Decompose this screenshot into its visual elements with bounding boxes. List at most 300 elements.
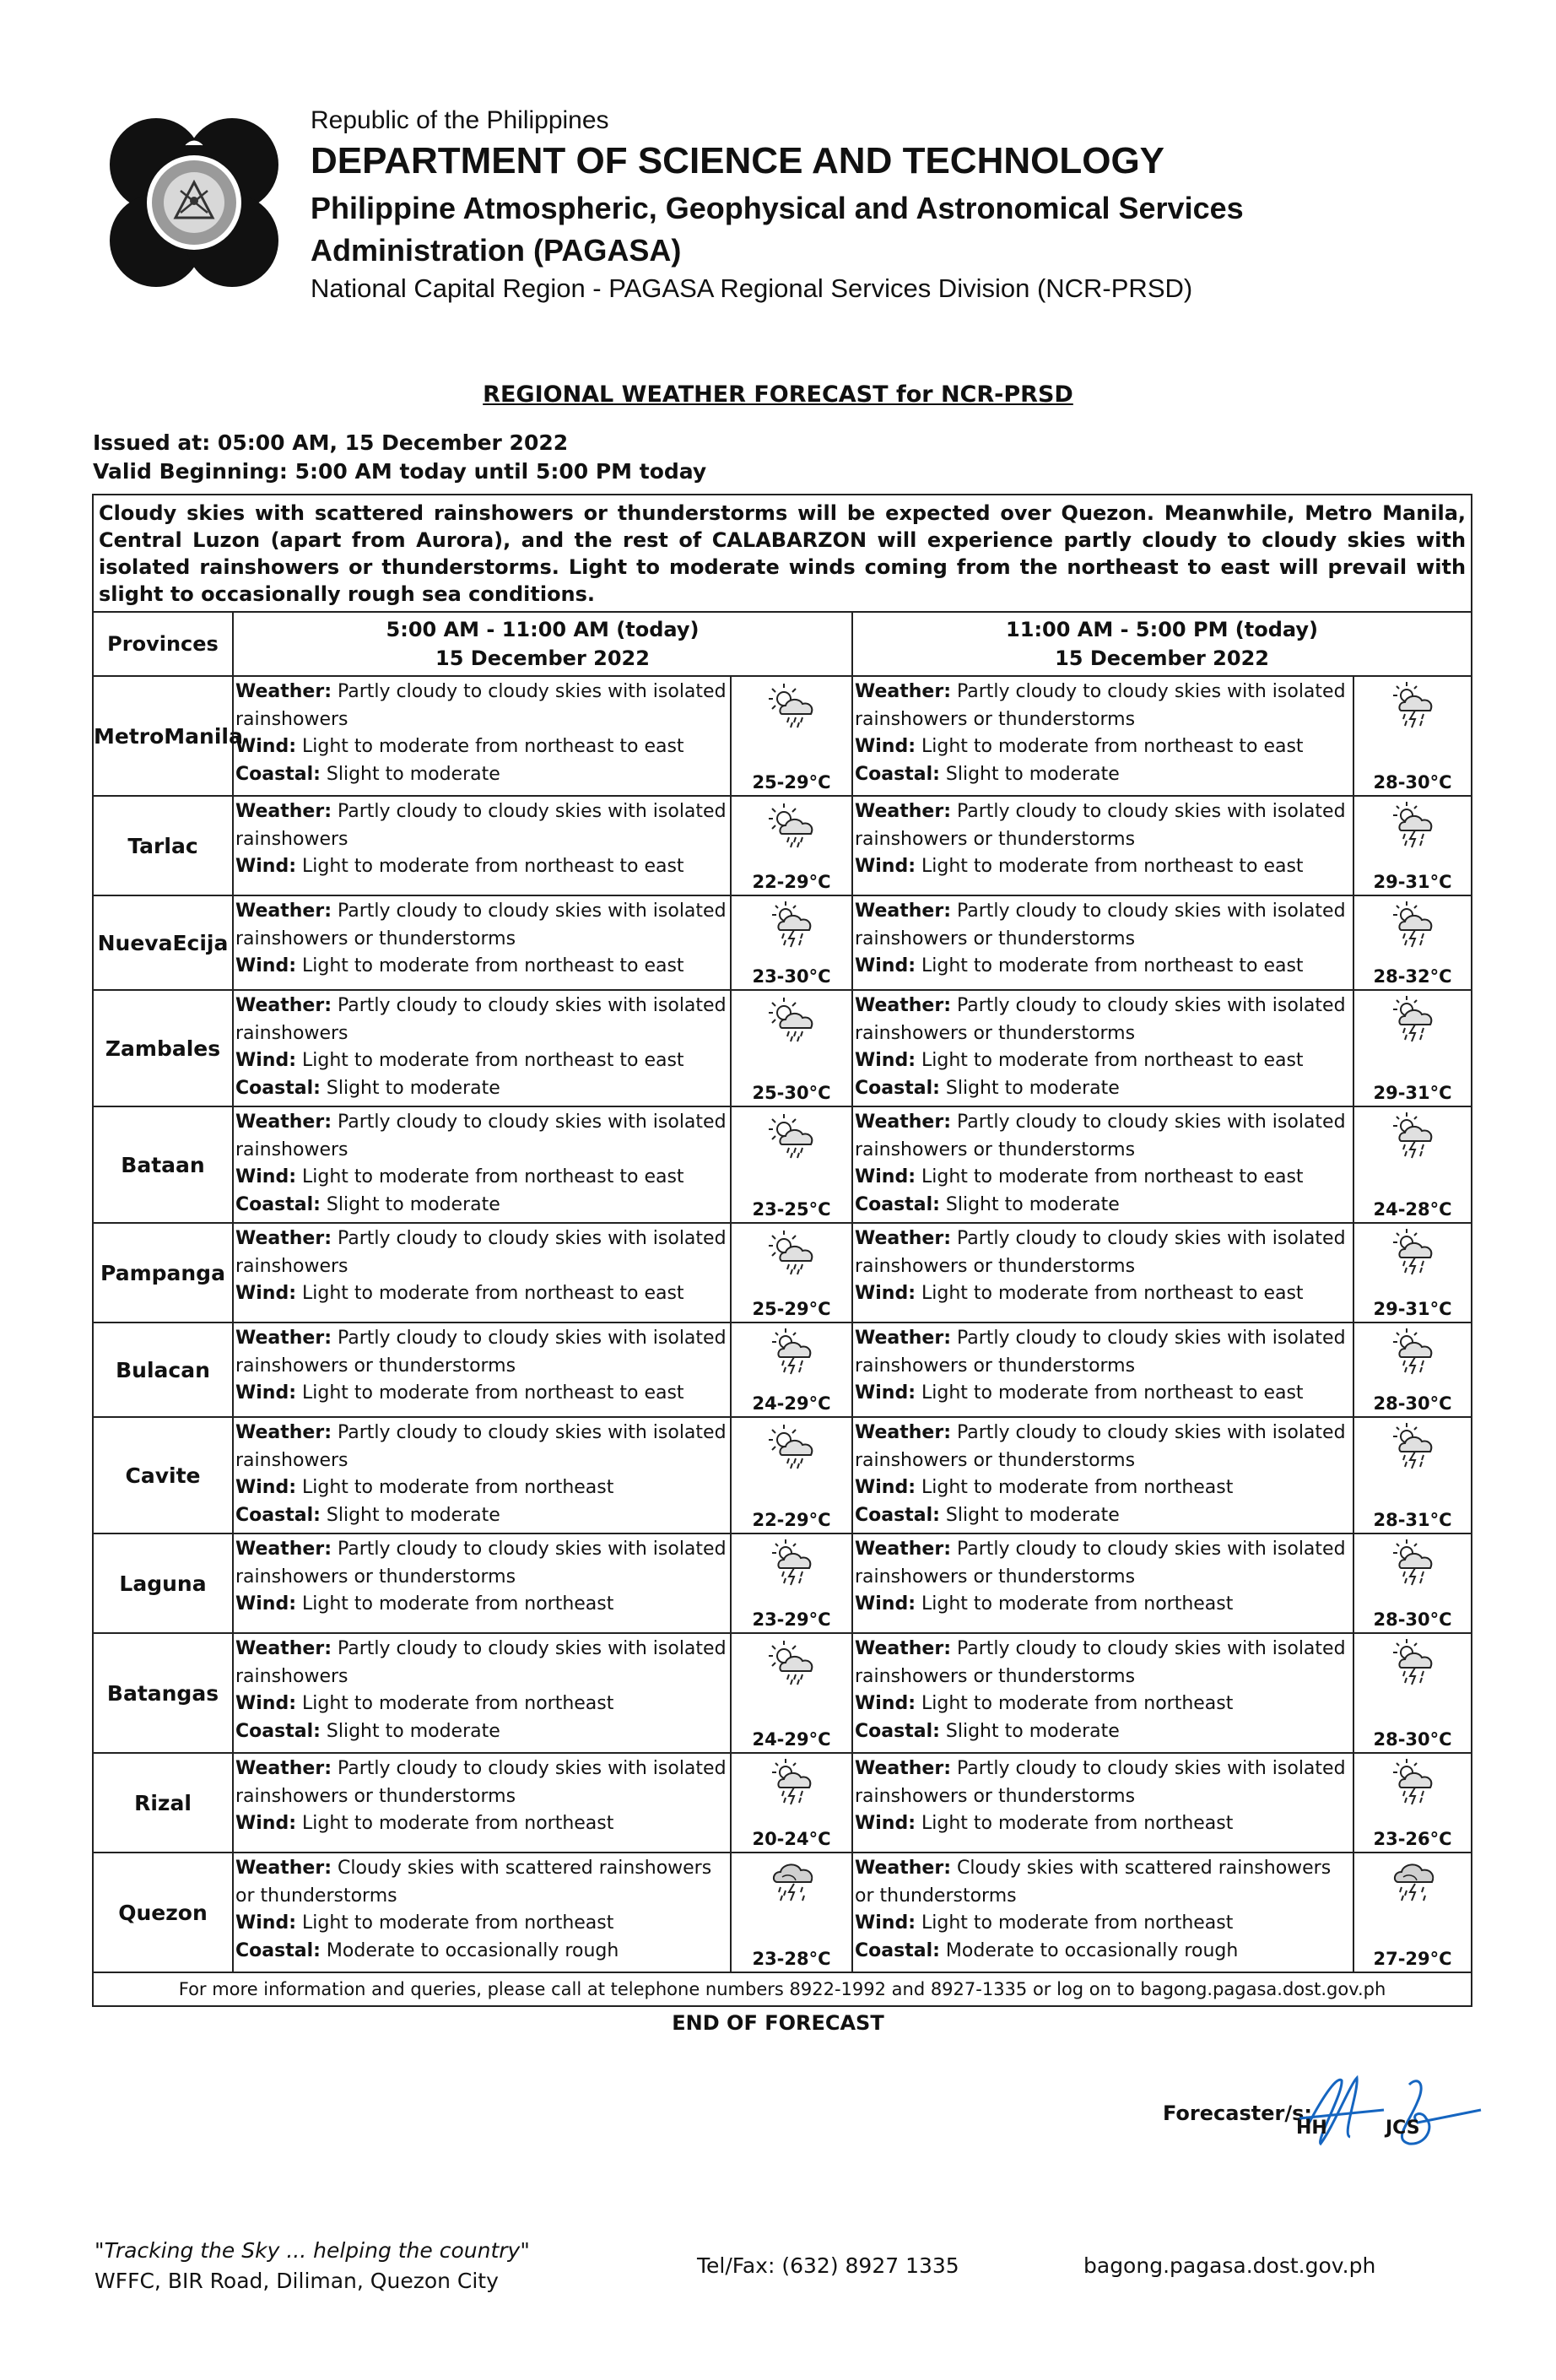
wind-text: Light to moderate from northeast	[302, 1693, 614, 1714]
wind-label: Wind:	[855, 1912, 916, 1934]
weather-line	[235, 993, 728, 1047]
coastal-label: Coastal:	[235, 763, 321, 785]
wind-line	[235, 1690, 728, 1718]
temperature-range: 29-31°C	[1373, 872, 1452, 892]
weather-line	[235, 1855, 728, 1910]
period1-icon-cell	[731, 1533, 852, 1633]
temperature-range: 28-30°C	[1373, 1729, 1452, 1750]
partly-cloudy-thunderstorm-icon	[1386, 680, 1439, 729]
wind-label: Wind:	[855, 1050, 916, 1071]
weather-line	[235, 1536, 728, 1591]
wind-line	[855, 1910, 1351, 1938]
coastal-label: Coastal:	[855, 1077, 940, 1099]
wind-text: Light to moderate from northeast	[921, 1477, 1234, 1498]
coastal-line	[235, 1718, 728, 1746]
table-row	[93, 1323, 1472, 1417]
partly-cloudy-rain-icon	[765, 994, 818, 1043]
period1-desc	[233, 676, 731, 796]
wind-line	[855, 1810, 1351, 1838]
temperature-range: 24-28°C	[1373, 1199, 1452, 1220]
wind-text: Light to moderate from northeast to east	[302, 1283, 684, 1304]
period1-desc	[233, 1106, 731, 1223]
weather-label: Weather:	[235, 1228, 332, 1249]
table-row	[93, 1106, 1472, 1223]
weather-label: Weather:	[235, 901, 332, 922]
partly-cloudy-thunderstorm-icon	[1386, 1421, 1439, 1470]
wind-label: Wind:	[855, 1593, 916, 1615]
agency-name-line2: Administration (PAGASA)	[311, 233, 682, 268]
province-name: Zambales	[93, 990, 233, 1106]
period1-desc	[233, 1533, 731, 1633]
period1-icon-cell	[731, 895, 852, 990]
province-name: Quezon	[93, 1853, 233, 1972]
weather-text: Cloudy skies with scattered rainshowers or thunderstorms	[235, 1858, 712, 1907]
partly-cloudy-thunderstorm-icon	[1386, 1111, 1439, 1160]
weather-text: Partly cloudy to cloudy skies with isolated rainshowers or thunderstorms	[235, 901, 727, 949]
forecast-table	[92, 494, 1472, 2007]
period1-icon-cell	[731, 1633, 852, 1753]
period2-icon-cell	[1353, 895, 1472, 990]
coastal-line	[235, 1192, 728, 1220]
provinces-header: Provinces	[93, 612, 233, 676]
partly-cloudy-rain-icon	[765, 800, 818, 849]
period2-desc	[852, 1323, 1353, 1417]
temperature-range: 22-29°C	[752, 872, 831, 892]
weather-text: Partly cloudy to cloudy skies with isolated rainshowers or thunderstorms	[235, 1758, 727, 1807]
summary-row	[93, 495, 1472, 612]
period2-time: 11:00 AM - 5:00 PM (today)	[1006, 618, 1318, 641]
temperature-range: 28-30°C	[1373, 1609, 1452, 1630]
province-name: Tarlac	[93, 796, 233, 895]
coastal-label: Coastal:	[855, 763, 940, 785]
period2-icon-cell	[1353, 990, 1472, 1106]
weather-text: Partly cloudy to cloudy skies with isolated rainshowers or thunderstorms	[855, 801, 1346, 850]
weather-line	[235, 798, 728, 853]
wind-label: Wind:	[235, 1382, 297, 1404]
partly-cloudy-thunderstorm-icon	[1386, 994, 1439, 1043]
temperature-range: 28-31°C	[1373, 1510, 1452, 1530]
weather-label: Weather:	[855, 1758, 951, 1779]
forecaster-initials-hh: HH	[1296, 2118, 1327, 2139]
weather-text: Partly cloudy to cloudy skies with isolated rainshowers or thunderstorms	[855, 1539, 1346, 1588]
wind-line	[855, 1474, 1351, 1502]
weather-text: Partly cloudy to cloudy skies with isolated rainshowers or thunderstorms	[235, 1539, 727, 1588]
wind-text: Light to moderate from northeast	[302, 1813, 614, 1834]
wind-text: Light to moderate from northeast	[921, 1813, 1234, 1834]
weather-label: Weather:	[855, 1422, 951, 1443]
weather-label: Weather:	[855, 1638, 951, 1659]
forecaster-signatures	[1291, 2059, 1485, 2161]
period2-desc	[852, 676, 1353, 796]
wind-text: Light to moderate from northeast to east	[921, 1166, 1304, 1187]
wind-text: Light to moderate from northeast to east	[921, 736, 1304, 757]
period2-desc	[852, 1753, 1353, 1853]
coastal-text: Slight to moderate	[945, 763, 1120, 785]
wind-line	[235, 1474, 728, 1502]
weather-label: Weather:	[855, 995, 951, 1016]
column-header-row	[93, 612, 1472, 676]
wind-line	[855, 1047, 1351, 1075]
wind-label: Wind:	[235, 955, 297, 976]
coastal-line	[855, 1502, 1351, 1530]
coastal-text: Moderate to occasionally rough	[945, 1939, 1239, 1961]
wind-line	[235, 1591, 728, 1619]
temperature-range: 25-29°C	[752, 1299, 831, 1319]
wind-label: Wind:	[855, 1382, 916, 1404]
weather-line	[855, 798, 1351, 853]
division-heading: National Capital Region - PAGASA Regional Services Division (NCR-PRSD)	[311, 273, 1193, 303]
weather-text: Partly cloudy to cloudy skies with isolated rainshowers	[235, 1228, 727, 1277]
temperature-range: 24-29°C	[752, 1393, 831, 1414]
wind-label: Wind:	[235, 1912, 297, 1934]
coastal-text: Slight to moderate	[326, 1193, 500, 1215]
province-name: Cavite	[93, 1417, 233, 1533]
period2-icon-cell	[1353, 1853, 1472, 1972]
temperature-range: 28-30°C	[1373, 1393, 1452, 1414]
period2-icon-cell	[1353, 1753, 1472, 1853]
cloudy-thunderstorm-icon	[765, 1857, 818, 1906]
wind-label: Wind:	[235, 1693, 297, 1714]
weather-line	[855, 1755, 1351, 1810]
period1-date: 15 December 2022	[435, 646, 650, 670]
period2-icon-cell	[1353, 1533, 1472, 1633]
wind-text: Light to moderate from northeast	[921, 1593, 1234, 1615]
period2-desc	[852, 895, 1353, 990]
coastal-line	[855, 761, 1351, 789]
coastal-line	[855, 1075, 1351, 1103]
forecast-summary: Cloudy skies with scattered rainshowers or thunderstorms will be expected over Quezon. Meanwhile, Metro Manila, Central Luzon (apart from Aurora), and the rest of CALABARZON will experience partly cloudy to cloudy skies with isolated rainshowers or thunderstorms. Light to moderate winds coming from the northeast to east will prevail with slight to occasionally rough sea conditions.	[93, 495, 1472, 612]
weather-line	[235, 1636, 728, 1690]
wind-text: Light to moderate from northeast to east	[302, 1166, 684, 1187]
weather-label: Weather:	[855, 801, 951, 822]
period2-desc	[852, 1417, 1353, 1533]
wind-line	[235, 1380, 728, 1408]
period2-icon-cell	[1353, 1323, 1472, 1417]
wind-line	[855, 1164, 1351, 1192]
period1-desc	[233, 1633, 731, 1753]
coastal-text: Slight to moderate	[326, 763, 500, 785]
weather-text: Partly cloudy to cloudy skies with isolated rainshowers or thunderstorms	[855, 901, 1346, 949]
period2-icon-cell	[1353, 796, 1472, 895]
partly-cloudy-thunderstorm-icon	[1386, 1538, 1439, 1587]
weather-text: Partly cloudy to cloudy skies with isolated rainshowers or thunderstorms	[855, 1112, 1346, 1160]
period2-icon-cell	[1353, 1633, 1472, 1753]
table-footer-row	[93, 1972, 1472, 2006]
agency-name-line1: Philippine Atmospheric, Geophysical and Astronomical Services	[311, 191, 1244, 225]
wind-text: Light to moderate from northeast	[921, 1912, 1234, 1934]
weather-label: Weather:	[855, 1112, 951, 1133]
province-name: Bataan	[93, 1106, 233, 1223]
partly-cloudy-rain-icon	[765, 1227, 818, 1276]
period1-icon-cell	[731, 1853, 852, 1972]
weather-line	[235, 898, 728, 953]
coastal-label: Coastal:	[855, 1720, 940, 1742]
partly-cloudy-rain-icon	[765, 1637, 818, 1686]
weather-line	[235, 679, 728, 733]
temperature-range: 23-28°C	[752, 1949, 831, 1969]
period1-icon-cell	[731, 1223, 852, 1323]
coastal-line	[235, 1938, 728, 1966]
wind-label: Wind:	[235, 736, 297, 757]
period1-time: 5:00 AM - 11:00 AM (today)	[386, 618, 700, 641]
temperature-range: 28-32°C	[1373, 966, 1452, 987]
province-name: Bulacan	[93, 1323, 233, 1417]
temperature-range: 29-31°C	[1373, 1299, 1452, 1319]
partly-cloudy-rain-icon	[765, 1421, 818, 1470]
wind-label: Wind:	[855, 1477, 916, 1498]
period1-icon-cell	[731, 1753, 852, 1853]
wind-line	[235, 1164, 728, 1192]
table-row	[93, 796, 1472, 895]
period2-desc	[852, 1853, 1353, 1972]
wind-line	[855, 1591, 1351, 1619]
partly-cloudy-thunderstorm-icon	[1386, 1327, 1439, 1376]
period1-icon-cell	[731, 990, 852, 1106]
period2-desc	[852, 990, 1353, 1106]
period1-icon-cell	[731, 1323, 852, 1417]
coastal-label: Coastal:	[235, 1504, 321, 1526]
partly-cloudy-thunderstorm-icon	[1386, 900, 1439, 949]
coastal-line	[855, 1718, 1351, 1746]
table-row	[93, 1533, 1472, 1633]
weather-label: Weather:	[855, 681, 951, 702]
temperature-range: 23-25°C	[752, 1199, 831, 1220]
partly-cloudy-thunderstorm-icon	[765, 1538, 818, 1587]
table-row	[93, 1417, 1472, 1533]
partly-cloudy-thunderstorm-icon	[1386, 800, 1439, 849]
table-row	[93, 1853, 1472, 1972]
wind-text: Light to moderate from northeast	[921, 1693, 1234, 1714]
weather-text: Partly cloudy to cloudy skies with isolated rainshowers or thunderstorms	[855, 1422, 1346, 1471]
period1-icon-cell	[731, 1106, 852, 1223]
temperature-range: 27-29°C	[1373, 1949, 1452, 1969]
wind-label: Wind:	[855, 1283, 916, 1304]
partly-cloudy-thunderstorm-icon	[765, 1327, 818, 1376]
period2-header	[852, 612, 1472, 676]
weather-text: Partly cloudy to cloudy skies with isolated rainshowers	[235, 995, 727, 1044]
period1-icon-cell	[731, 1417, 852, 1533]
wind-line	[235, 953, 728, 981]
coastal-label: Coastal:	[235, 1939, 321, 1961]
coastal-label: Coastal:	[855, 1193, 940, 1215]
issued-at: Issued at: 05:00 AM, 15 December 2022	[93, 430, 569, 455]
weather-text: Partly cloudy to cloudy skies with isolated rainshowers or thunderstorms	[855, 995, 1346, 1044]
weather-line	[855, 679, 1351, 733]
province-name: Pampanga	[93, 1223, 233, 1323]
wind-line	[235, 1810, 728, 1838]
coastal-text: Slight to moderate	[326, 1077, 500, 1099]
coastal-label: Coastal:	[855, 1504, 940, 1526]
wind-text: Light to moderate from northeast	[302, 1593, 614, 1615]
coastal-text: Slight to moderate	[945, 1077, 1120, 1099]
weather-label: Weather:	[235, 1758, 332, 1779]
weather-label: Weather:	[235, 801, 332, 822]
table-footer-note: For more information and queries, please call at telephone numbers 8922-1992 and 8927-1335 or log on to bagong.pagasa.dost.gov.ph	[93, 1972, 1472, 2006]
coastal-label: Coastal:	[235, 1077, 321, 1099]
weather-line	[855, 1325, 1351, 1380]
coastal-label: Coastal:	[855, 1939, 940, 1961]
period2-icon-cell	[1353, 676, 1472, 796]
wind-line	[855, 733, 1351, 761]
temperature-range: 23-30°C	[752, 966, 831, 987]
wind-text: Light to moderate from northeast to east	[302, 856, 684, 877]
coastal-label: Coastal:	[235, 1720, 321, 1742]
province-name: NuevaEcija	[93, 895, 233, 990]
province-name: MetroManila	[93, 676, 233, 796]
period2-desc	[852, 1106, 1353, 1223]
wind-text: Light to moderate from northeast	[302, 1912, 614, 1934]
period2-date: 15 December 2022	[1055, 646, 1269, 670]
weather-text: Partly cloudy to cloudy skies with isolated rainshowers or thunderstorms	[855, 1758, 1346, 1807]
weather-text: Partly cloudy to cloudy skies with isolated rainshowers	[235, 681, 727, 730]
table-row	[93, 1753, 1472, 1853]
wind-line	[235, 1280, 728, 1308]
wind-label: Wind:	[235, 856, 297, 877]
wind-label: Wind:	[855, 1166, 916, 1187]
forecaster-label: Forecaster/s:	[1163, 2101, 1312, 2125]
valid-period: Valid Beginning: 5:00 AM today until 5:00 PM today	[93, 459, 707, 484]
temperature-range: 22-29°C	[752, 1510, 831, 1530]
weather-label: Weather:	[855, 1858, 951, 1879]
wind-line	[235, 733, 728, 761]
coastal-text: Slight to moderate	[326, 1720, 500, 1742]
weather-label: Weather:	[235, 1539, 332, 1560]
period2-icon-cell	[1353, 1106, 1472, 1223]
wind-label: Wind:	[235, 1593, 297, 1615]
weather-label: Weather:	[855, 1228, 951, 1249]
table-row	[93, 895, 1472, 990]
footer-address: WFFC, BIR Road, Diliman, Quezon City	[95, 2269, 499, 2293]
wind-text: Light to moderate from northeast to east	[302, 736, 684, 757]
weather-line	[855, 1420, 1351, 1474]
forecaster-initials-jcs: JCS	[1386, 2118, 1420, 2139]
weather-label: Weather:	[235, 1112, 332, 1133]
wind-label: Wind:	[855, 955, 916, 976]
weather-line	[855, 1225, 1351, 1280]
coastal-line	[235, 761, 728, 789]
weather-text: Partly cloudy to cloudy skies with isolated rainshowers or thunderstorms	[855, 1228, 1346, 1277]
wind-line	[855, 953, 1351, 981]
department-heading: DEPARTMENT OF SCIENCE AND TECHNOLOGY	[311, 140, 1165, 181]
wind-line	[235, 853, 728, 881]
cloudy-thunderstorm-icon	[1386, 1857, 1439, 1906]
pagasa-logo	[110, 118, 278, 287]
wind-line	[855, 853, 1351, 881]
wind-line	[855, 1280, 1351, 1308]
weather-line	[235, 1225, 728, 1280]
weather-text: Cloudy skies with scattered rainshowers or thunderstorms	[855, 1858, 1332, 1907]
wind-label: Wind:	[235, 1813, 297, 1834]
republic-heading: Republic of the Philippines	[311, 106, 609, 134]
footer-website: bagong.pagasa.dost.gov.ph	[1083, 2253, 1376, 2278]
partly-cloudy-rain-icon	[765, 680, 818, 729]
wind-text: Light to moderate from northeast to east	[921, 1382, 1304, 1404]
coastal-label: Coastal:	[235, 1193, 321, 1215]
partly-cloudy-thunderstorm-icon	[1386, 1757, 1439, 1806]
period1-desc	[233, 1753, 731, 1853]
table-row	[93, 1223, 1472, 1323]
period1-desc	[233, 895, 731, 990]
period2-icon-cell	[1353, 1223, 1472, 1323]
period1-desc	[233, 1853, 731, 1972]
period1-desc	[233, 1323, 731, 1417]
partly-cloudy-thunderstorm-icon	[765, 1757, 818, 1806]
wind-text: Light to moderate from northeast to east	[921, 955, 1304, 976]
period1-header	[233, 612, 852, 676]
coastal-line	[855, 1938, 1351, 1966]
weather-line	[235, 1420, 728, 1474]
weather-line	[235, 1325, 728, 1380]
partly-cloudy-rain-icon	[765, 1111, 818, 1160]
coastal-line	[235, 1075, 728, 1103]
period1-icon-cell	[731, 796, 852, 895]
table-row	[93, 990, 1472, 1106]
wind-label: Wind:	[855, 856, 916, 877]
coastal-text: Slight to moderate	[945, 1193, 1120, 1215]
partly-cloudy-thunderstorm-icon	[1386, 1637, 1439, 1686]
partly-cloudy-thunderstorm-icon	[765, 900, 818, 949]
province-name: Batangas	[93, 1633, 233, 1753]
weather-line	[855, 1855, 1351, 1910]
weather-text: Partly cloudy to cloudy skies with isolated rainshowers or thunderstorms	[855, 1328, 1346, 1377]
temperature-range: 23-29°C	[752, 1609, 831, 1630]
wind-label: Wind:	[855, 736, 916, 757]
temperature-range: 20-24°C	[752, 1829, 831, 1849]
period2-desc	[852, 1633, 1353, 1753]
footer-telfax: Tel/Fax: (632) 8927 1335	[697, 2253, 959, 2278]
weather-label: Weather:	[235, 995, 332, 1016]
coastal-text: Moderate to occasionally rough	[326, 1939, 619, 1961]
wind-text: Light to moderate from northeast to east	[302, 1050, 684, 1071]
coastal-line	[855, 1192, 1351, 1220]
wind-line	[855, 1690, 1351, 1718]
weather-label: Weather:	[235, 1328, 332, 1349]
weather-line	[855, 1109, 1351, 1164]
weather-line	[235, 1109, 728, 1164]
document-title: REGIONAL WEATHER FORECAST for NCR-PRSD	[483, 381, 1073, 408]
coastal-text: Slight to moderate	[945, 1720, 1120, 1742]
wind-text: Light to moderate from northeast	[302, 1477, 614, 1498]
weather-line	[855, 993, 1351, 1047]
weather-line	[855, 898, 1351, 953]
wind-label: Wind:	[235, 1283, 297, 1304]
footer-slogan: "Tracking the Sky ... helping the country"	[95, 2238, 530, 2263]
wind-text: Light to moderate from northeast to east	[921, 1283, 1304, 1304]
temperature-range: 25-30°C	[752, 1083, 831, 1103]
weather-label: Weather:	[855, 901, 951, 922]
temperature-range: 29-31°C	[1373, 1083, 1452, 1103]
table-row	[93, 676, 1472, 796]
wind-text: Light to moderate from northeast to east	[302, 1382, 684, 1404]
period1-icon-cell	[731, 676, 852, 796]
weather-label: Weather:	[235, 1858, 332, 1879]
wind-text: Light to moderate from northeast to east	[921, 856, 1304, 877]
wind-label: Wind:	[235, 1166, 297, 1187]
weather-text: Partly cloudy to cloudy skies with isolated rainshowers or thunderstorms	[855, 1638, 1346, 1687]
weather-label: Weather:	[235, 681, 332, 702]
period1-desc	[233, 1417, 731, 1533]
weather-line	[855, 1536, 1351, 1591]
temperature-range: 23-26°C	[1373, 1829, 1452, 1849]
partly-cloudy-thunderstorm-icon	[1386, 1227, 1439, 1276]
temperature-range: 28-30°C	[1373, 772, 1452, 792]
temperature-range: 24-29°C	[752, 1729, 831, 1750]
period2-icon-cell	[1353, 1417, 1472, 1533]
period1-desc	[233, 990, 731, 1106]
period2-desc	[852, 1223, 1353, 1323]
weather-text: Partly cloudy to cloudy skies with isolated rainshowers	[235, 1112, 727, 1160]
weather-text: Partly cloudy to cloudy skies with isolated rainshowers	[235, 1422, 727, 1471]
